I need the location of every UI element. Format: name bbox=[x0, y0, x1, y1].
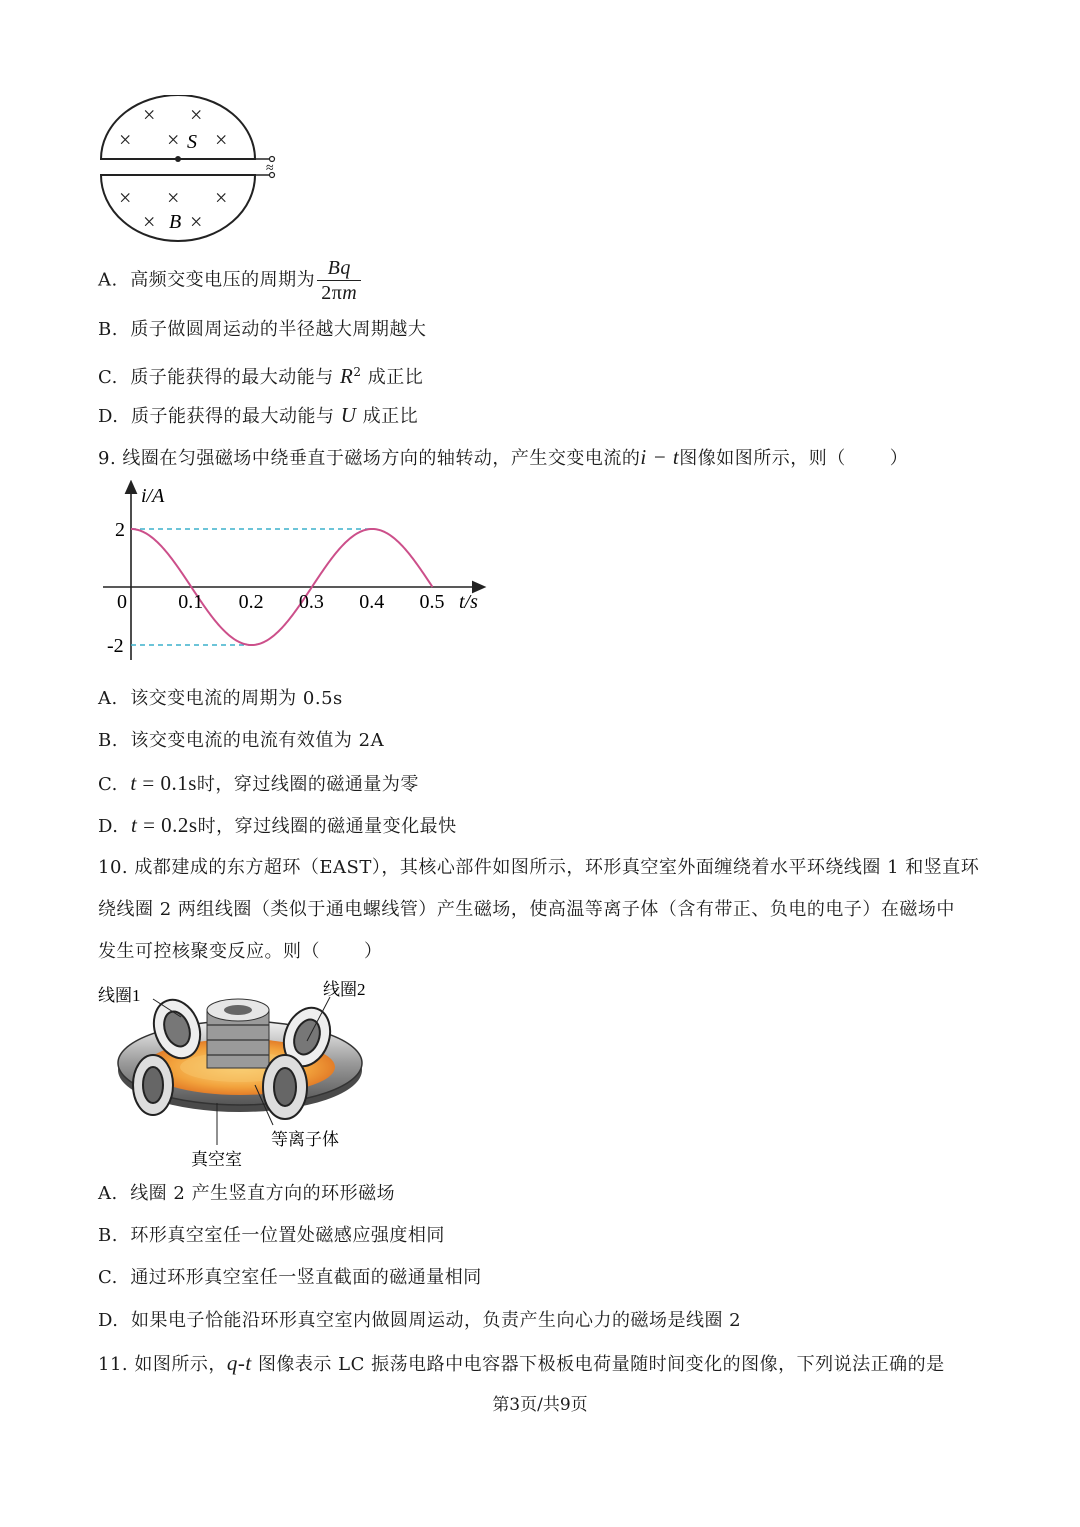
q8-option-c: C. 质子能获得的最大动能与 $R^2$ 成正比 bbox=[98, 364, 424, 388]
q10-stem-line1: 10. 成都建成的东方超环（EAST），其核心部件如图所示，环形真空室外面缠绕着水平环绕线圈 1 和竖直环 bbox=[98, 857, 980, 878]
x-axis-label: t/s bbox=[459, 591, 478, 613]
q9-stem: 9. 线圈在匀强磁场中绕垂直于磁场方向的轴转动，产生交变电流的i − t图像如图所示，则（ ） bbox=[98, 445, 909, 469]
i-t-chart bbox=[95, 480, 495, 670]
field-cross: × bbox=[119, 185, 132, 210]
field-cross: × bbox=[167, 185, 180, 210]
field-cross: × bbox=[119, 127, 132, 152]
q9-option-c: C. t = 0.1s时，穿过线圈的磁通量为零 bbox=[98, 771, 419, 795]
q9-option-b: B. 该交变电流的电流有效值为 2A bbox=[98, 730, 385, 751]
x-tick-label: 0.2 bbox=[238, 591, 264, 613]
label-coil2: 线圈2 bbox=[323, 980, 366, 999]
label-s: S bbox=[187, 131, 197, 153]
q10-option-c: C. 通过环形真空室任一竖直截面的磁通量相同 bbox=[98, 1267, 482, 1288]
field-cross: × bbox=[143, 209, 156, 234]
q10-option-d: D. 如果电子恰能沿环形真空室内做圆周运动，负责产生向心力的磁场是线圈 2 bbox=[98, 1310, 742, 1331]
q8-option-a: A. 高频交变电压的周期为 $\frac{Bq}{2\pi m}$ bbox=[98, 256, 361, 305]
origin-label: 0 bbox=[117, 591, 127, 613]
x-tick-label: 0.3 bbox=[298, 591, 324, 613]
q8-option-b: B. 质子做圆周运动的半径越大周期越大 bbox=[98, 319, 427, 340]
x-tick-label: 0.5 bbox=[419, 591, 445, 613]
field-cross: × bbox=[167, 127, 180, 152]
x-tick-label: 0.4 bbox=[359, 591, 385, 613]
field-cross: × bbox=[143, 102, 156, 127]
y-axis-label: i/A bbox=[141, 485, 165, 507]
field-cross: × bbox=[190, 102, 203, 127]
q10-stem-line3: 发生可控核聚变反应。则（ ） bbox=[98, 941, 383, 962]
field-cross: × bbox=[190, 209, 203, 234]
label-coil1: 线圈1 bbox=[98, 986, 141, 1005]
q10-option-a: A. 线圈 2 产生竖直方向的环形磁场 bbox=[98, 1183, 396, 1204]
page-footer bbox=[0, 1390, 1080, 1415]
field-cross: × bbox=[215, 185, 228, 210]
y-tick-label: -2 bbox=[107, 635, 124, 657]
ac-source-symbol: ≈ bbox=[266, 161, 274, 176]
y-tick-label: 2 bbox=[115, 519, 125, 541]
q10-option-b: B. 环形真空室任一位置处磁感应强度相同 bbox=[98, 1225, 445, 1246]
q8-option-d: D. 质子能获得的最大动能与 U 成正比 bbox=[98, 403, 419, 427]
q9-option-a: A. 该交变电流的周期为 0.5s bbox=[98, 688, 343, 709]
field-cross: × bbox=[215, 127, 228, 152]
q10-stem-line2: 绕线圈 2 两组线圈（类似于通电螺线管）产生磁场，使高温等离子体（含有带正、负电的电子）在磁场中 bbox=[98, 899, 955, 920]
label-plasma: 等离子体 bbox=[271, 1130, 339, 1149]
label-b: B bbox=[169, 211, 182, 233]
label-chamber: 真空室 bbox=[191, 1150, 242, 1169]
page-number: 第3页/共9页 bbox=[492, 1395, 588, 1415]
cyclotron-figure bbox=[95, 95, 285, 250]
tokamak-figure bbox=[95, 975, 385, 1175]
q9-option-d: D. t = 0.2s时，穿过线圈的磁通量变化最快 bbox=[98, 813, 457, 837]
x-tick-label: 0.1 bbox=[178, 591, 204, 613]
period-fraction: $\frac{Bq}{2\pi m}$ bbox=[317, 256, 361, 305]
q11-stem: 11. 如图所示，q-t 图像表示 LC 振荡电路中电容器下极板电荷量随时间变化的图像，下列说法正确的是 bbox=[98, 1351, 945, 1375]
